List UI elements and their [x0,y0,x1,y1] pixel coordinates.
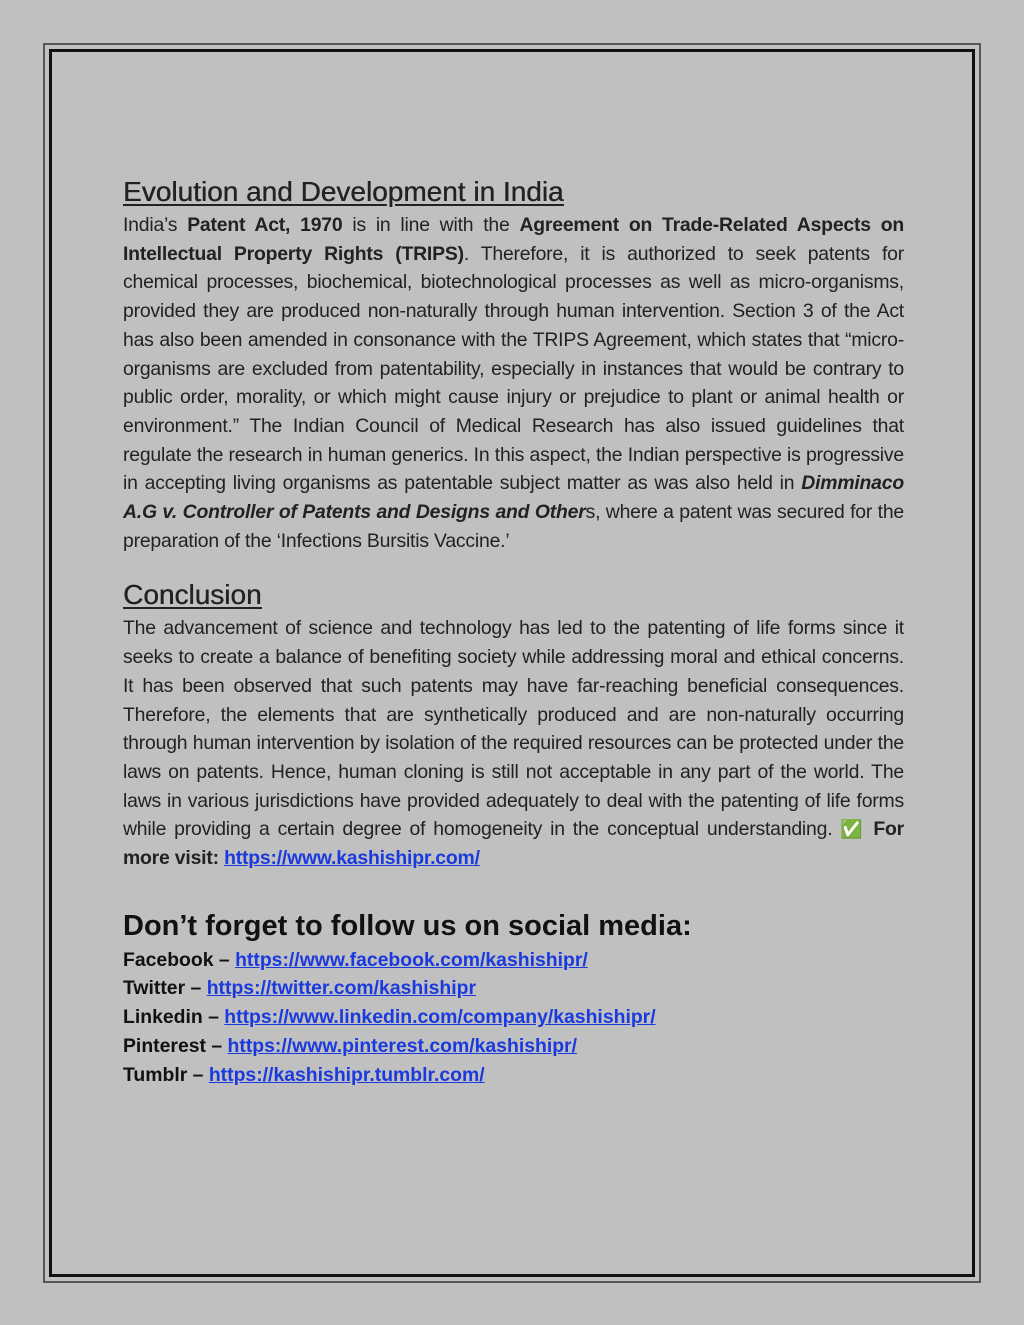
social-links-list [123,946,904,1090]
text-run: . Therefore, it is authorized to seek patents for chemical processes, biochemical, biotechnological processes as well as micro-organisms, provided they are produced non-naturally through human intervention. Section 3 of the Act has also been amended in consonance with the TRIPS Agreement, which states that “micro-organisms are excluded from patentability, especially in instances that would be contrary to public order, morality, or which might cause injury or prejudice to plant or animal health or environment.” The Indian Council of Medical Research has also issued guidelines that regulate the research in human generics. In this aspect, the Indian perspective is progressive in accepting living organisms as patentable subject matter as was also held in [123,242,904,495]
social-heading: Don’t forget to follow us on social media: [123,909,692,942]
twitter-link[interactable]: https://twitter.com/kashishipr [206,977,477,1000]
bold-text-patent-act: Patent Act, 1970 [187,214,343,236]
case-citation: Dimminaco A.G v. Controller of Patents and Designs and Other [123,472,904,524]
tumblr-link[interactable]: https://kashishipr.tumblr.com/ [208,1063,485,1086]
section-heading-conclusion: Conclusion [123,579,262,611]
text-run: The advancement of science and technology has led to the patenting of life forms since it seeks to create a balance of benefiting society while addressing moral and ethical concerns. It has been observed that such patents may have far-reaching beneficial consequences. Therefore, the elements that are synthetically produced and are non-naturally occurring through human intervention by isolation of the required resources can be protected under the laws on patents. Hence, human cloning is still not acceptable in any part of the world. The laws in various jurisdictions have provided adequately to deal with the patenting of life forms while providing a certain degree of homogeneity in the conceptual understanding. [123,617,904,841]
social-item-tumblr [123,1061,904,1090]
social-item-facebook [123,946,904,975]
section-paragraph-conclusion [123,614,904,872]
bold-text-trips: Agreement on Trade-Related Aspects on Intellectual Property Rights (TRIPS) [123,214,905,265]
section-heading-evolution: Evolution and Development in India [123,176,564,207]
social-label: Twitter – [123,977,207,1000]
page-content [123,173,904,1089]
social-item-twitter [123,974,904,1003]
text-run: is in line with the [342,214,520,236]
social-label: Pinterest – [123,1034,228,1057]
social-item-pinterest [123,1032,904,1061]
social-label: Facebook – [123,948,236,971]
text-run: s, where a patent was secured for the preparation of the ‘Infections Bursitis Vaccine.’ [123,501,904,552]
text-run: India’s [123,214,188,236]
document-page [43,43,981,1283]
linkedin-link[interactable]: https://www.linkedin.com/company/kashishipr/ [224,1006,656,1029]
section-paragraph-evolution [123,211,904,555]
social-item-linkedin [123,1003,904,1032]
social-label: Linkedin – [123,1006,225,1029]
check-mark-icon: ✅ [840,819,866,840]
social-label: Tumblr – [123,1063,209,1086]
visit-label: For more visit: [123,818,905,870]
pinterest-link[interactable]: https://www.pinterest.com/kashishipr/ [227,1034,577,1057]
website-link[interactable]: https://www.kashishipr.com/ [224,847,480,870]
facebook-link[interactable]: https://www.facebook.com/kashishipr/ [235,948,588,971]
